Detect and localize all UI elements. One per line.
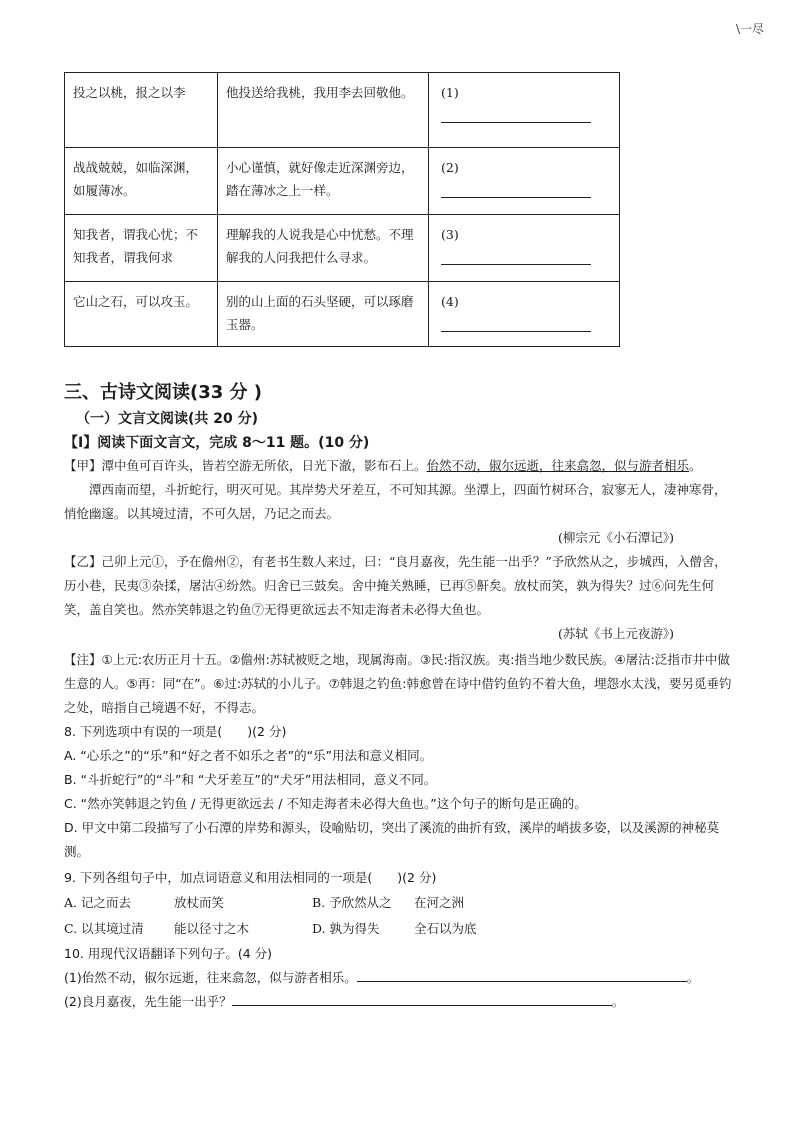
passage-source: (苏轼《书上元夜游》) (557, 626, 674, 641)
table-row (65, 73, 620, 148)
passage-jia-p2: 潭西南而望，斗折蛇行，明灭可见。其岸势犬牙差互，不可知其源。坐潭上，四面竹树环合，寂寥无人，凄神寒骨，悄怆幽邃。以其境过清，不可久居，乃记之而去。 (64, 482, 727, 521)
answer-blank[interactable] (441, 108, 591, 123)
question-8-option-b[interactable]: B. “斗折蛇行”的“斗”和 “犬牙差互”的“犬牙”用法相同，意义不同。 (64, 772, 437, 787)
question-10-item-1 (64, 966, 734, 990)
annotation-note: 【注】①上元:农历正月十五。②儋州:苏轼被贬之地，现属海南。③民:指汉族。夷:指当地少数民族。④屠沽:泛指市井中做生意的人。⑤再：同“在”。⑥过:苏轼的小儿子。⑦韩退之钓鱼:韩愈曾在诗中借钓鱼钓不着大鱼，埋怨水太浅，要另觅垂钓之处，暗指自己境遇不好，不得志。 (64, 652, 732, 715)
answer-blank[interactable] (441, 250, 591, 265)
question-9-stem: 9. 下列各组句子中，加点词语意义和用法相同的一项是( )(2 分) (64, 870, 437, 885)
part-title: 【I】阅读下面文言文，完成 8～11 题。(10 分) (64, 435, 370, 451)
page-corner-mark: \一尽 (735, 22, 764, 36)
answer-cell (429, 73, 620, 148)
answer-number: (2) (441, 160, 459, 175)
answer-cell (429, 282, 620, 347)
translation-cell: 他投送给我桃，我用李去回敬他。 (218, 73, 429, 148)
subsection-title: （一）文言文阅读(共 20 分) (76, 411, 259, 427)
table-row (65, 215, 620, 282)
option-text: 能以径寸之木 (174, 921, 250, 936)
option-text: 放杖而笑 (174, 895, 225, 910)
answer-number: (1) (441, 85, 459, 100)
translation-cell: 理解我的人说我是心中忧愁。不理解我的人问我把什么寻求。 (218, 215, 429, 282)
passage-text: 潭中鱼可百许头，皆若空游无所依，日光下澈，影布石上。 (101, 458, 427, 473)
question-8-option-d[interactable]: D. 甲文中第二段描写了小石潭的岸势和源头，设喻贴切，突出了溪流的曲折有致，溪岸的峭拔多姿，以及溪源的神秘莫测。 (64, 820, 720, 859)
passage-jia-p1 (64, 454, 734, 478)
passage-text: 己卯上元①，予在儋州②，有老书生数人来过，曰：“良月嘉夜，先生能一出乎？”予欣然从之，步城西，入僧舍，历小巷，民夷③杂揉，屠沽④纷然。归舍已三鼓矣。舍中掩关熟睡，已再⑤鼾矣。放杖而笑，孰为得失？过⑥问先生何笑，盖自笑也。然亦笑韩退之钓鱼⑦无得更欲远去不知走海者未必得大鱼也。 (64, 554, 727, 617)
question-8-stem: 8. 下列选项中有误的一项是( )(2 分) (64, 724, 287, 739)
answer-number: (3) (441, 227, 459, 242)
translate-sentence: (1)佁然不动，俶尔远逝，往来翕忽，似与游者相乐。 (64, 970, 357, 985)
answer-line[interactable] (357, 967, 687, 982)
question-9-option-c[interactable]: C. 以其境过清 (64, 921, 144, 936)
question-9-option-b[interactable]: B. 予欣然从之 (312, 895, 392, 910)
answer-cell (429, 148, 620, 215)
answer-cell (429, 215, 620, 282)
underlined-sentence: 佁然不动，俶尔远逝，往来翕忽，似与游者相乐 (426, 458, 690, 473)
section-3 (64, 378, 734, 1014)
translation-cell: 小心谨慎，就好像走近深渊旁边，踏在薄冰之上一样。 (218, 148, 429, 215)
answer-number: (4) (441, 294, 459, 309)
answer-blank[interactable] (441, 183, 591, 198)
section-title: 三、古诗文阅读(33 分 ) (64, 382, 263, 403)
original-cell: 它山之石，可以攻玉。 (65, 282, 218, 347)
sentence-end: 。 (686, 970, 700, 985)
answer-line[interactable] (232, 991, 612, 1006)
question-8-option-c[interactable]: C. “然亦笑韩退之钓鱼 / 无得更欲远去 / 不知走海者未必得大鱼也。”这个句子的断句是正确的。 (64, 796, 587, 811)
passage-yi (64, 550, 734, 622)
translation-table (64, 72, 620, 347)
question-9-option-a[interactable]: A. 记之而去 (64, 895, 131, 910)
passage-label: 【乙】 (64, 554, 102, 569)
passage-source: (柳宗元《小石潭记》) (557, 530, 674, 545)
question-9-option-d[interactable]: D. 孰为得失 (312, 921, 380, 936)
table-row (65, 282, 620, 347)
answer-blank[interactable] (441, 317, 591, 332)
original-cell: 知我者，谓我心忧；不知我者，谓我何求 (65, 215, 218, 282)
translate-sentence: (2)良月嘉夜，先生能一出乎？ (64, 994, 232, 1009)
original-cell: 投之以桃，报之以李 (65, 73, 218, 148)
question-9-options-row2 (64, 916, 734, 942)
option-text: 全石以为底 (414, 921, 477, 936)
sentence-end: 。 (611, 994, 625, 1009)
passage-label: 【甲】 (64, 458, 102, 473)
passage-text: 。 (689, 458, 702, 473)
table-row (65, 148, 620, 215)
question-9-options-row1 (64, 890, 734, 916)
question-10-item-2 (64, 990, 734, 1014)
question-8-option-a[interactable]: A. “心乐之”的“乐”和“好之者不如乐之者”的“乐”用法和意义相同。 (64, 748, 433, 763)
original-cell: 战战兢兢，如临深渊，如履薄冰。 (65, 148, 218, 215)
translation-cell: 别的山上面的石头坚硬，可以琢磨玉器。 (218, 282, 429, 347)
option-text: 在河之洲 (414, 895, 465, 910)
question-10-stem: 10. 用现代汉语翻译下列句子。(4 分) (64, 946, 273, 961)
